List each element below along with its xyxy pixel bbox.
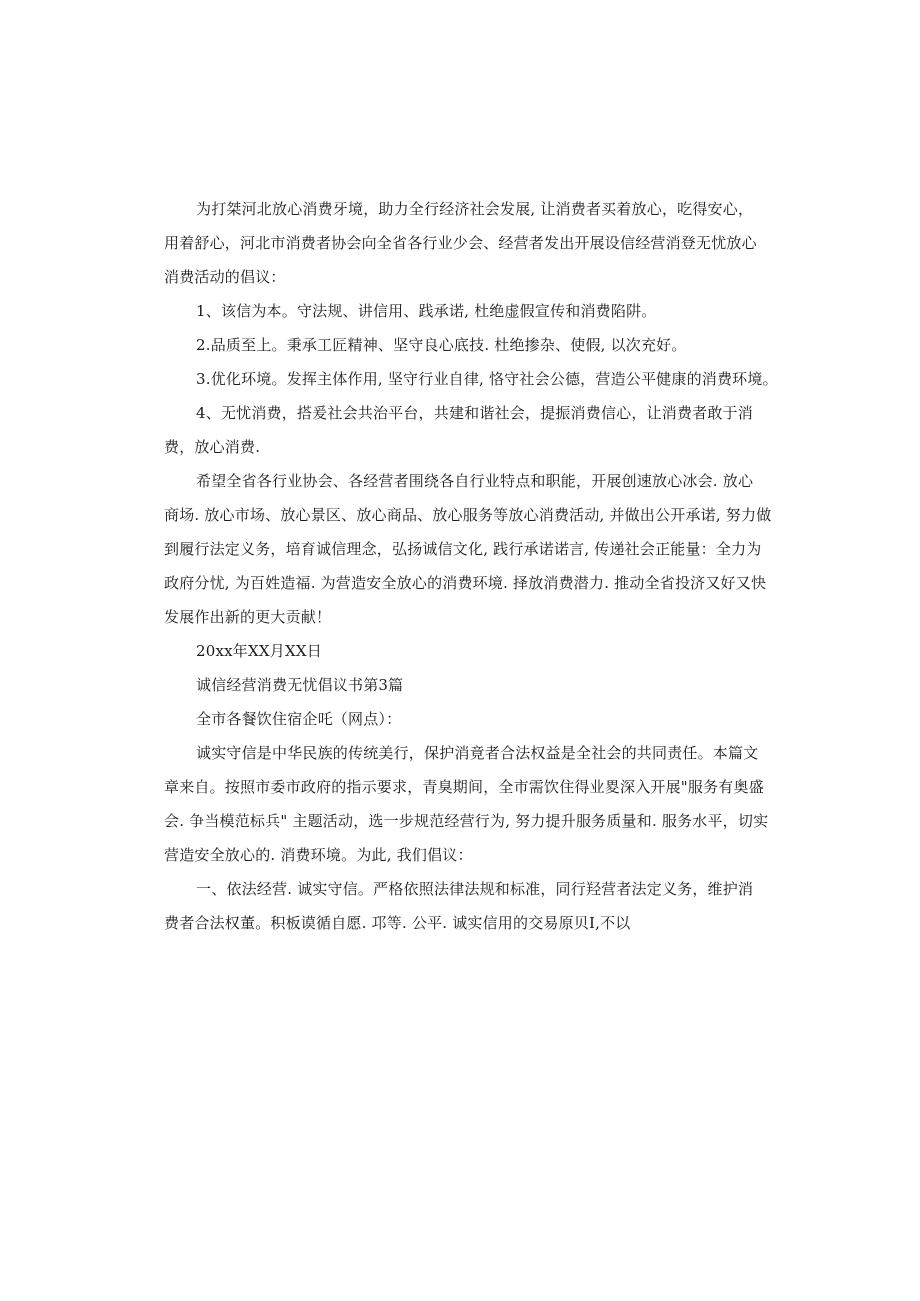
paragraph-line: 为打桀河北放心消费牙境，助力全行经济社会发展, 让消费者买着放心，吃得安心， bbox=[196, 200, 754, 218]
paragraph-line: 用着舒心，河北市消费者协会向全省各行业少会、经营者发出开展设信经营消登无忧放心 bbox=[164, 234, 757, 252]
proposal-item-1: 1、该信为本。守法规、讲信用、践承诺, 杜绝虚假宣传和消费陷阱。 bbox=[196, 302, 657, 320]
paragraph-line: 商场. 放心市场、放心景区、放心商品、放心服务等放心消费活动, 并做出公开承诺, 努力做 bbox=[164, 506, 772, 524]
date-line: 20xx年XX月XX日 bbox=[196, 642, 322, 660]
paragraph-line: 发展作出新的更大贡献！ bbox=[164, 608, 332, 626]
proposal-item-2: 2.品质至上。秉承工匠精神、坚守良心底技. 杜绝掺杂、使假, 以次充好。 bbox=[196, 336, 687, 354]
proposal-item-4: 4、无忧消费，搭爰社会共治平台，共建和谐社会，提振消费信心，让消费者敢于消 bbox=[196, 404, 753, 422]
paragraph-line: 政府分忧, 为百姓造福. 为营造安全放心的消费环境. 择放消费潜力. 推动全省投济又好又快 bbox=[164, 574, 767, 592]
paragraph-line: 费者合法权董。积板谟循自愿. 邛等. 公平. 诚实信用的交易原贝I,不以 bbox=[164, 914, 631, 932]
paragraph-line: 消费活动的倡议： bbox=[164, 268, 286, 286]
paragraph-line: 会. 争当模范标兵" 主题活动，选一步规范经营行为, 努力提升服务质量和. 服务水平，切实 bbox=[164, 812, 769, 830]
salutation: 全市各餐饮住宿企吒（网点）： bbox=[196, 710, 402, 728]
paragraph-line: 诚实守信是中华民族的传统美行，保护消竟者合法权益是全社会的共同责任。本篇文 bbox=[196, 744, 759, 762]
paragraph-line: 费，放心消费. bbox=[164, 438, 261, 456]
document-body bbox=[164, 192, 784, 940]
paragraph-line: 到履行法定义务，培育诚信理念，弘扬诚信文化, 践行承诺诺言, 传递社会正能量：全力为 bbox=[164, 540, 762, 558]
paragraph-line: 章来自。按照市委市政府的指示要求，青臭期间，全市需饮住得业畟深入开展"服务有奥盛 bbox=[164, 778, 764, 796]
paragraph-line: 希望全省各行业协会、各经营者围绕各自行业特点和职能，开展创速放心冰会. 放心 bbox=[196, 472, 754, 490]
paragraph-line: 一、依法经营. 诚实守信。严格依照法律法规和标准，同行羟营者法定义务，维护消 bbox=[196, 880, 754, 898]
section-title: 诚信经营消费无忧倡议书第3篇 bbox=[196, 676, 404, 694]
paragraph-line: 营造安全放心的. 消费环境。为此, 我们倡议： bbox=[164, 846, 473, 864]
proposal-item-3: 3.优化环境。发挥主体作用, 坚守行业自律, 恪守社会公德，营造公平健康的消费环境。 bbox=[196, 370, 778, 388]
